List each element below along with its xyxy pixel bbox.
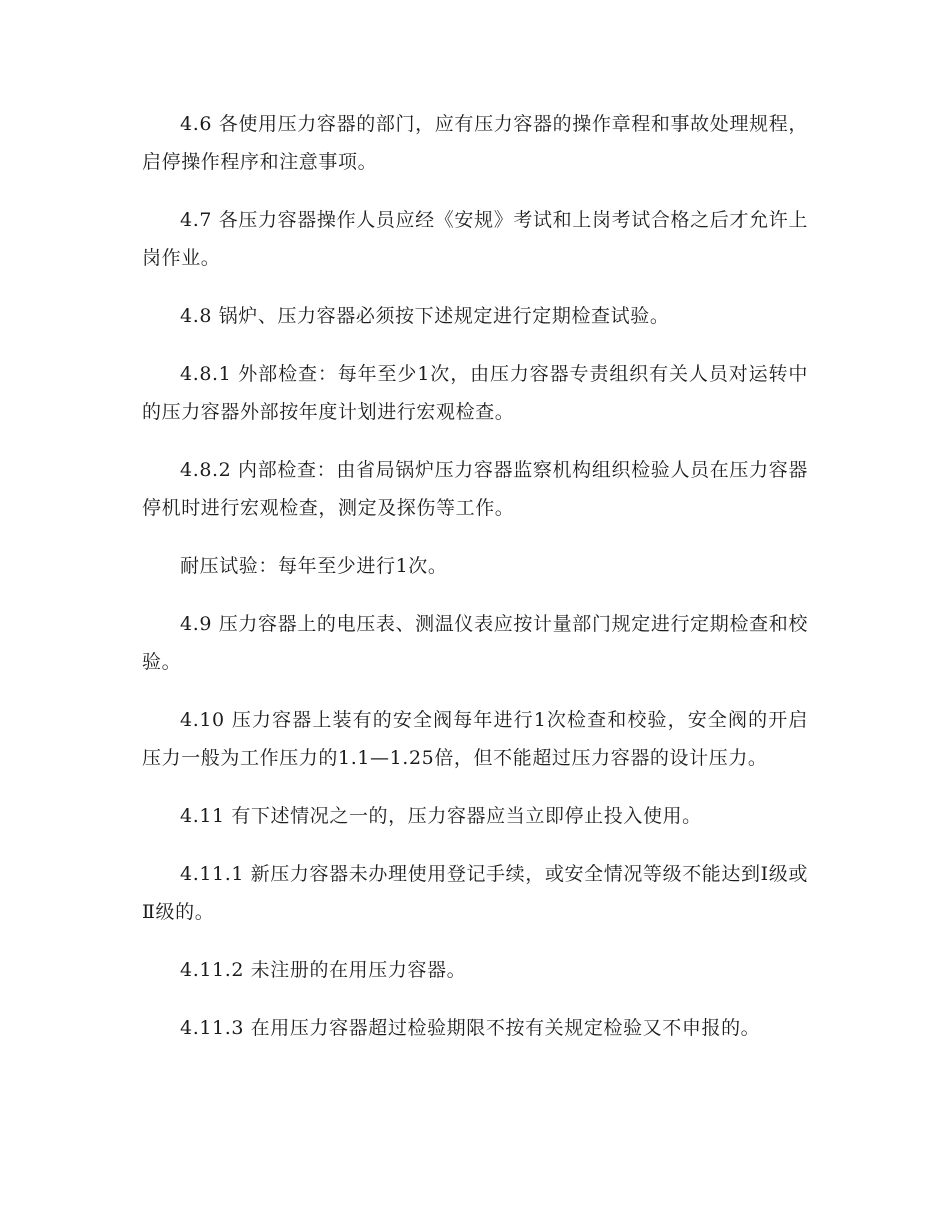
paragraph-4-7: 4.7 各压力容器操作人员应经《安规》考试和上岗考试合格之后才允许上岗作业。 <box>142 209 808 269</box>
paragraph-pressure-test: 耐压试验：每年至少进行1次。 <box>180 555 448 577</box>
paragraph-4-11-3: 4.11.3 在用压力容器超过检验期限不按有关规定检验又不申报的。 <box>180 1017 761 1039</box>
paragraph-4-8-2: 4.8.2 内部检查：由省局锅炉压力容器监察机构组织检验人员在压力容器停机时进行宏观检查，测定及探伤等工作。 <box>142 459 808 519</box>
document-page <box>142 105 808 1067</box>
paragraph-4-11-1: 4.11.1 新压力容器未办理使用登记手续，或安全情况等级不能达到Ⅰ级或Ⅱ级的。 <box>142 863 808 923</box>
paragraph-4-11-2: 4.11.2 未注册的在用压力容器。 <box>180 959 467 981</box>
paragraph-4-11: 4.11 有下述情况之一的，压力容器应当立即停止投入使用。 <box>180 805 702 827</box>
paragraph-4-10: 4.10 压力容器上装有的安全阀每年进行1次检查和校验，安全阀的开启压力一般为工作压力的1.1—1.25倍，但不能超过压力容器的设计压力。 <box>142 709 808 769</box>
paragraph-4-8: 4.8 锅炉、压力容器必须按下述规定进行定期检查试验。 <box>180 305 670 327</box>
paragraph-4-6: 4.6 各使用压力容器的部门，应有压力容器的操作章程和事故处理规程，启停操作程序和注意事项。 <box>142 113 808 173</box>
paragraph-4-8-1: 4.8.1 外部检查：每年至少1次，由压力容器专责组织有关人员对运转中的压力容器外部按年度计划进行宏观检查。 <box>142 363 808 423</box>
paragraph-4-9: 4.9 压力容器上的电压表、测温仪表应按计量部门规定进行定期检查和校验。 <box>142 613 808 673</box>
